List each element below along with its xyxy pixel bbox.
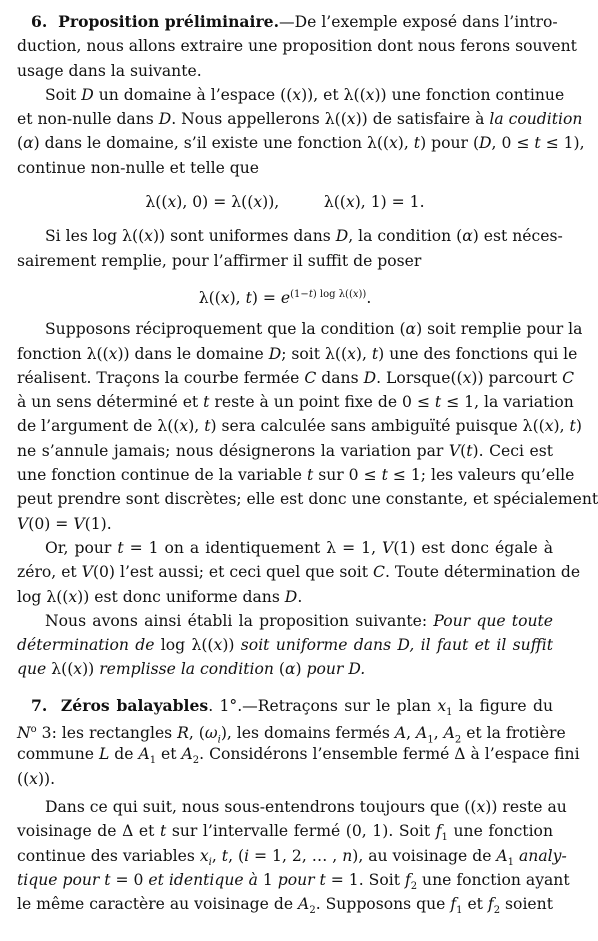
text-line: le même caractère au voisinage de $A_2$. Supposons que $f_1$ et $f_2$ soient: [17, 895, 553, 917]
text-line: à un sens déterminé et t reste à un point fixe de 0 ≤ t ≤ 1, la variation: [17, 393, 574, 412]
text-line: voisinage de Δ et t sur l’intervalle fermé (0, 1). Soit $f_1$ une fonction: [17, 822, 553, 844]
text-line: ne s’annule jamais; nous désignerons la variation par V(t). Ceci est: [17, 441, 553, 460]
text-line: Dans ce qui suit, nous sous-entendrons toujours que ((x)) reste au: [45, 797, 567, 816]
text-line: ((x)).: [17, 769, 56, 788]
vertical-space: [17, 682, 553, 694]
text-line: continue non-nulle et telle que: [17, 158, 260, 177]
text-line: une fonction continue de la variable t sur 0 ≤ t ≤ 1; les valeurs qu’elle: [17, 466, 575, 485]
text-line: Soit D un domaine à l’espace ((x)), et λ((x)) une fonction continue: [45, 85, 565, 104]
text-line: réalisent. Traçons la courbe fermée C dans D. Lorsque((x)) parcourt C: [17, 368, 575, 387]
text-line: tique pour t = 0 et identique à 1 pour t = 1. Soit $f_2$ une fonction ayant: [17, 870, 570, 892]
text-line: de l’argument de λ((x), t) sera calculée sans ambiguïté puisque λ((x), t): [17, 417, 582, 436]
text-line: commune L de $A_1$ et $A_2$. Considérons l’ensemble fermé Δ à l’espace fini: [17, 745, 580, 767]
display-equation: λ((x), $t) = e^{(1-t) log \lambda((x))}$.: [198, 288, 372, 308]
vertical-space: [17, 214, 553, 224]
text-line: Or, pour t = 1 on a identiquement λ = 1, V(1) est donc égale à: [45, 538, 553, 557]
text-line: zéro, et V(0) l’est aussi; et ceci quel que soit C. Toute détermination de: [17, 563, 581, 582]
text-line: log λ((x)) est donc uniforme dans D.: [17, 587, 303, 606]
text-line: V(0) = V(1).: [17, 514, 112, 533]
text-line: sairement remplie, pour l’affirmer il suffit de poser: [17, 251, 422, 270]
vertical-space: [17, 273, 553, 283]
text-line: peut prendre sont discrètes; elle est donc une constante, et spécialement: [17, 490, 598, 509]
text-line: détermination de log λ((x)) soit uniforme dans D, il faut et il suffit: [17, 636, 553, 655]
paper-page: [17, 10, 598, 917]
text-line: (α) dans le domaine, s’il existe une fonction λ((x), t) pour (D, 0 ≤ t ≤ 1),: [17, 134, 585, 153]
text-line: 6. Proposition préliminaire.—De l’exemple exposé dans l’intro-: [31, 12, 558, 31]
text-line: fonction λ((x)) dans le domaine D; soit λ((x), t) une des fonctions qui le: [17, 344, 578, 363]
vertical-space: [17, 180, 553, 190]
text-line: Supposons réciproquement que la condition (α) soit remplie pour la: [45, 320, 583, 339]
text-line: continue des variables $x_i$, t, (i = 1, 2, … , n), au voisinage de $A_1$ analy-: [17, 846, 567, 868]
text-line: et non-nulle dans D. Nous appellerons λ((x)) de satisfaire à la coudition: [17, 110, 583, 129]
text-line: usage dans la suivante.: [17, 61, 202, 80]
text-line: duction, nous allons extraire une proposition dont nous ferons souvent: [17, 37, 577, 56]
text-line: $N^o$ 3: les rectangles R, $(\omega_i)$, les domains fermés A, $A_1$, $A_2$ et la frotière: [17, 724, 566, 746]
vertical-space: [17, 307, 553, 317]
text-line: que λ((x)) remplisse la condition (α) pour D.: [17, 660, 366, 679]
text-line: Nous avons ainsi établi la proposition suivante: Pour que toute: [45, 611, 554, 630]
text-line: Si les log λ((x)) sont uniformes dans D, la condition (α) est néces-: [45, 227, 563, 246]
display-equation: λ((x), 0) = λ((x)), λ((x), 1) = 1.: [145, 193, 425, 212]
text-line: 7. Zéros balayables. 1°.—Retraçons sur le plan $x_1$ la figure du: [31, 695, 553, 718]
